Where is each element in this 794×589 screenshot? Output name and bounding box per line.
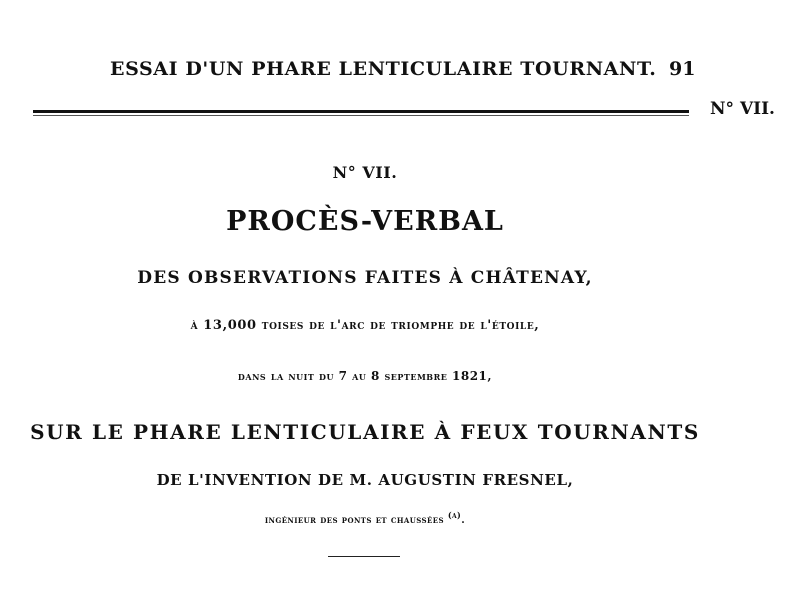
subtitle-observations: DES OBSERVATIONS FAITES À CHÂTENAY, xyxy=(137,268,593,288)
page-number: 91 xyxy=(669,58,696,80)
section-divider xyxy=(328,556,400,557)
subtitle-profession xyxy=(0,510,730,526)
profession-text: ingénieur des ponts et chaussées xyxy=(264,515,444,526)
footnote-marker[interactable]: (a) xyxy=(447,510,462,520)
subtitle-inventor: DE L'INVENTION DE M. AUGUSTIN FRESNEL, xyxy=(156,471,574,489)
header-rule xyxy=(33,110,689,113)
subtitle-distance: à 13,000 toises de l'arc de triomphe de l'étoile, xyxy=(190,318,540,333)
document-title: PROCÈS-VERBAL xyxy=(226,206,504,237)
document-number: N° VII. xyxy=(332,163,398,182)
margin-document-number: N° VII. xyxy=(710,99,775,119)
subtitle-lighthouse: SUR LE PHARE LENTICULAIRE À FEUX TOURNANTS xyxy=(30,420,700,444)
running-title: ESSAI D'UN PHARE LENTICULAIRE TOURNANT. xyxy=(110,58,657,80)
header-rule-thin xyxy=(33,115,689,116)
subtitle-date: dans la nuit du 7 au 8 septembre 1821, xyxy=(237,369,493,383)
profession-period: . xyxy=(461,515,466,526)
